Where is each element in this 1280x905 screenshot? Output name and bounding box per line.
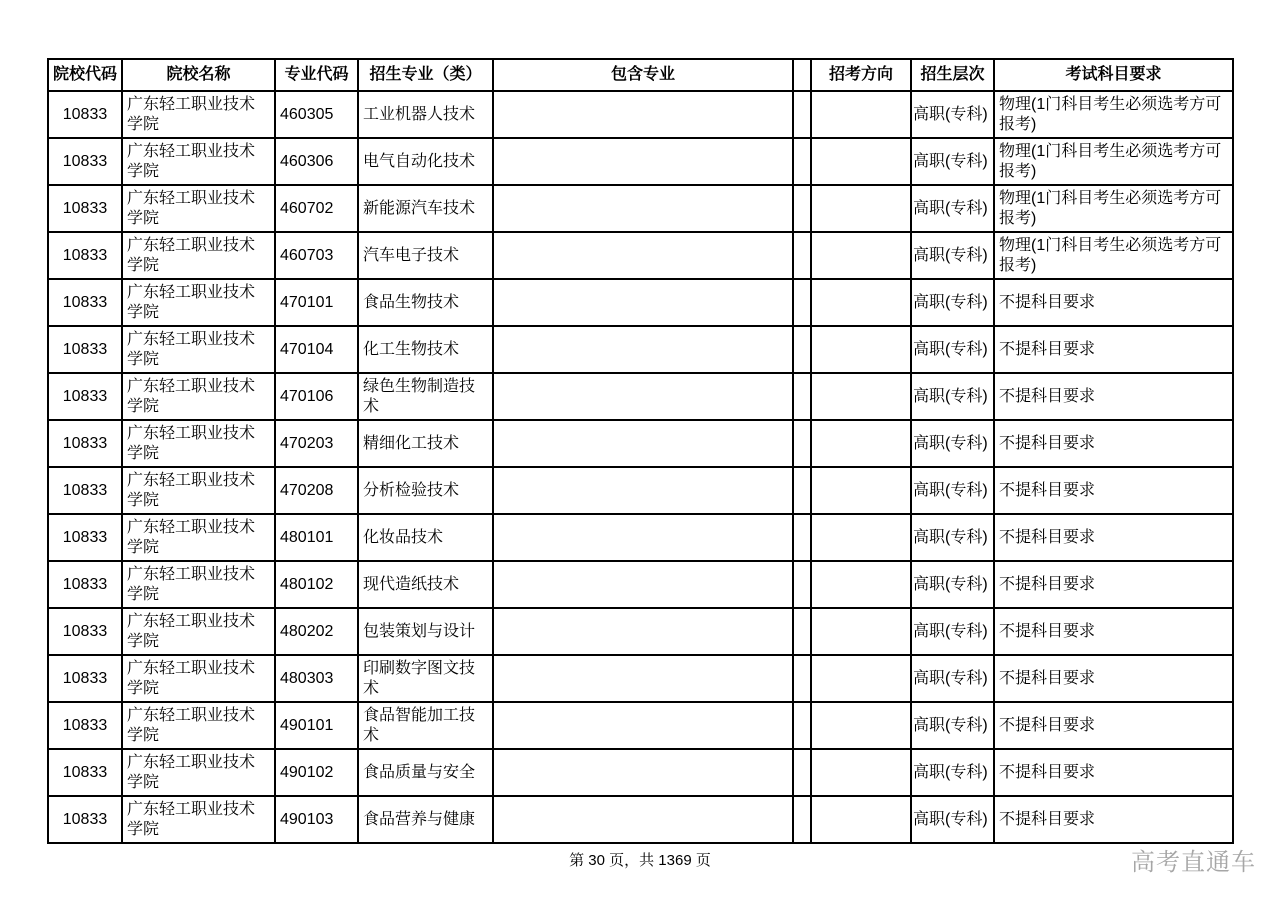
cell-college-code: 10833: [48, 655, 122, 702]
cell-major-code: 490101: [275, 702, 358, 749]
cell-exam-direction: [811, 467, 911, 514]
cell-level: 高职(专科): [911, 514, 994, 561]
cell-major-code: 470106: [275, 373, 358, 420]
cell-major-name: 化工生物技术: [358, 326, 493, 373]
header-included-majors: 包含专业: [493, 59, 793, 91]
cell-level: 高职(专科): [911, 420, 994, 467]
table-row: [48, 796, 1233, 843]
cell-level: 高职(专科): [911, 702, 994, 749]
table-row: [48, 561, 1233, 608]
page-footer: [0, 849, 1280, 870]
cell-included-majors: [493, 702, 793, 749]
cell-major-code: 470101: [275, 279, 358, 326]
cell-included-majors: [493, 608, 793, 655]
cell-exam-direction: [811, 702, 911, 749]
cell-major-name: 工业机器人技术: [358, 91, 493, 138]
cell-spacer: [793, 373, 811, 420]
cell-level: 高职(专科): [911, 373, 994, 420]
cell-spacer: [793, 749, 811, 796]
cell-spacer: [793, 279, 811, 326]
table-row: [48, 326, 1233, 373]
cell-college-name: 广东轻工职业技术学院: [122, 655, 275, 702]
cell-included-majors: [493, 749, 793, 796]
cell-college-name: 广东轻工职业技术学院: [122, 608, 275, 655]
cell-subject-requirement: 不提科目要求: [994, 514, 1233, 561]
cell-major-name: 分析检验技术: [358, 467, 493, 514]
table-row: [48, 514, 1233, 561]
cell-college-name: 广东轻工职业技术学院: [122, 749, 275, 796]
cell-level: 高职(专科): [911, 326, 994, 373]
cell-exam-direction: [811, 91, 911, 138]
cell-included-majors: [493, 91, 793, 138]
header-college-code: 院校代码: [48, 59, 122, 91]
cell-subject-requirement: 不提科目要求: [994, 608, 1233, 655]
cell-included-majors: [493, 514, 793, 561]
cell-level: 高职(专科): [911, 91, 994, 138]
cell-major-code: 480202: [275, 608, 358, 655]
cell-major-name: 食品营养与健康: [358, 796, 493, 843]
cell-major-code: 460306: [275, 138, 358, 185]
cell-exam-direction: [811, 373, 911, 420]
cell-major-code: 470203: [275, 420, 358, 467]
cell-major-name: 包装策划与设计: [358, 608, 493, 655]
cell-major-name: 精细化工技术: [358, 420, 493, 467]
table-row: [48, 420, 1233, 467]
cell-college-code: 10833: [48, 561, 122, 608]
table-row: [48, 232, 1233, 279]
header-exam-direction: 招考方向: [811, 59, 911, 91]
cell-major-name: 食品生物技术: [358, 279, 493, 326]
cell-included-majors: [493, 232, 793, 279]
cell-subject-requirement: 不提科目要求: [994, 326, 1233, 373]
cell-college-name: 广东轻工职业技术学院: [122, 702, 275, 749]
cell-spacer: [793, 514, 811, 561]
cell-subject-requirement: 不提科目要求: [994, 655, 1233, 702]
cell-college-name: 广东轻工职业技术学院: [122, 232, 275, 279]
cell-included-majors: [493, 420, 793, 467]
cell-major-code: 480102: [275, 561, 358, 608]
cell-level: 高职(专科): [911, 138, 994, 185]
table-row: [48, 373, 1233, 420]
cell-college-code: 10833: [48, 749, 122, 796]
cell-exam-direction: [811, 420, 911, 467]
table-row: [48, 655, 1233, 702]
cell-major-code: 490102: [275, 749, 358, 796]
table-row: [48, 608, 1233, 655]
cell-level: 高职(专科): [911, 232, 994, 279]
cell-subject-requirement: 物理(1门科目考生必须选考方可报考): [994, 138, 1233, 185]
table-row: [48, 702, 1233, 749]
cell-subject-requirement: 不提科目要求: [994, 749, 1233, 796]
cell-spacer: [793, 796, 811, 843]
cell-included-majors: [493, 185, 793, 232]
header-spacer: [793, 59, 811, 91]
cell-college-code: 10833: [48, 467, 122, 514]
cell-college-name: 广东轻工职业技术学院: [122, 91, 275, 138]
cell-spacer: [793, 655, 811, 702]
table-row: [48, 279, 1233, 326]
cell-college-code: 10833: [48, 138, 122, 185]
cell-college-code: 10833: [48, 185, 122, 232]
cell-subject-requirement: 物理(1门科目考生必须选考方可报考): [994, 185, 1233, 232]
cell-college-name: 广东轻工职业技术学院: [122, 279, 275, 326]
cell-included-majors: [493, 655, 793, 702]
header-subject-requirement: 考试科目要求: [994, 59, 1233, 91]
cell-spacer: [793, 702, 811, 749]
cell-spacer: [793, 608, 811, 655]
cell-spacer: [793, 561, 811, 608]
cell-exam-direction: [811, 608, 911, 655]
page-indicator: 第 30 页，共 1369 页: [569, 852, 711, 869]
cell-included-majors: [493, 279, 793, 326]
cell-exam-direction: [811, 561, 911, 608]
table-row: [48, 185, 1233, 232]
cell-college-name: 广东轻工职业技术学院: [122, 796, 275, 843]
cell-college-code: 10833: [48, 608, 122, 655]
cell-college-code: 10833: [48, 91, 122, 138]
cell-subject-requirement: 不提科目要求: [994, 561, 1233, 608]
cell-major-code: 470208: [275, 467, 358, 514]
cell-major-code: 460703: [275, 232, 358, 279]
cell-major-name: 食品质量与安全: [358, 749, 493, 796]
cell-major-name: 电气自动化技术: [358, 138, 493, 185]
cell-college-name: 广东轻工职业技术学院: [122, 561, 275, 608]
cell-level: 高职(专科): [911, 655, 994, 702]
cell-subject-requirement: 物理(1门科目考生必须选考方可报考): [994, 91, 1233, 138]
cell-subject-requirement: 不提科目要求: [994, 702, 1233, 749]
cell-exam-direction: [811, 232, 911, 279]
cell-major-code: 490103: [275, 796, 358, 843]
header-level: 招生层次: [911, 59, 994, 91]
cell-major-name: 印刷数字图文技术: [358, 655, 493, 702]
table-row: [48, 138, 1233, 185]
cell-level: 高职(专科): [911, 467, 994, 514]
cell-level: 高职(专科): [911, 279, 994, 326]
cell-subject-requirement: 不提科目要求: [994, 279, 1233, 326]
cell-college-name: 广东轻工职业技术学院: [122, 185, 275, 232]
cell-exam-direction: [811, 185, 911, 232]
cell-college-name: 广东轻工职业技术学院: [122, 467, 275, 514]
cell-subject-requirement: 物理(1门科目考生必须选考方可报考): [994, 232, 1233, 279]
cell-subject-requirement: 不提科目要求: [994, 420, 1233, 467]
cell-college-name: 广东轻工职业技术学院: [122, 514, 275, 561]
cell-spacer: [793, 420, 811, 467]
header-major-name: 招生专业（类）: [358, 59, 493, 91]
cell-major-name: 新能源汽车技术: [358, 185, 493, 232]
table-row: [48, 749, 1233, 796]
cell-subject-requirement: 不提科目要求: [994, 373, 1233, 420]
cell-college-code: 10833: [48, 232, 122, 279]
cell-college-code: 10833: [48, 796, 122, 843]
cell-spacer: [793, 326, 811, 373]
admissions-table: [47, 58, 1234, 844]
cell-subject-requirement: 不提科目要求: [994, 467, 1233, 514]
cell-exam-direction: [811, 514, 911, 561]
cell-college-name: 广东轻工职业技术学院: [122, 326, 275, 373]
watermark-gaokao-zhitongche: 高考直通车: [1131, 849, 1256, 876]
cell-exam-direction: [811, 655, 911, 702]
cell-college-code: 10833: [48, 514, 122, 561]
cell-major-code: 470104: [275, 326, 358, 373]
cell-included-majors: [493, 796, 793, 843]
cell-subject-requirement: 不提科目要求: [994, 796, 1233, 843]
cell-level: 高职(专科): [911, 796, 994, 843]
table-row: [48, 91, 1233, 138]
cell-major-code: 480303: [275, 655, 358, 702]
cell-level: 高职(专科): [911, 185, 994, 232]
cell-major-code: 460702: [275, 185, 358, 232]
cell-major-name: 绿色生物制造技术: [358, 373, 493, 420]
cell-exam-direction: [811, 279, 911, 326]
header-college-name: 院校名称: [122, 59, 275, 91]
cell-major-name: 汽车电子技术: [358, 232, 493, 279]
cell-major-code: 480101: [275, 514, 358, 561]
cell-college-code: 10833: [48, 702, 122, 749]
cell-spacer: [793, 232, 811, 279]
cell-spacer: [793, 467, 811, 514]
cell-included-majors: [493, 467, 793, 514]
cell-college-name: 广东轻工职业技术学院: [122, 138, 275, 185]
cell-included-majors: [493, 326, 793, 373]
cell-level: 高职(专科): [911, 561, 994, 608]
table-row: [48, 467, 1233, 514]
cell-major-name: 现代造纸技术: [358, 561, 493, 608]
cell-included-majors: [493, 561, 793, 608]
cell-spacer: [793, 138, 811, 185]
cell-included-majors: [493, 373, 793, 420]
header-major-code: 专业代码: [275, 59, 358, 91]
cell-spacer: [793, 91, 811, 138]
table-header-row: [48, 59, 1233, 91]
cell-college-name: 广东轻工职业技术学院: [122, 373, 275, 420]
cell-level: 高职(专科): [911, 749, 994, 796]
cell-major-name: 化妆品技术: [358, 514, 493, 561]
cell-major-name: 食品智能加工技术: [358, 702, 493, 749]
cell-exam-direction: [811, 749, 911, 796]
cell-college-code: 10833: [48, 373, 122, 420]
cell-college-code: 10833: [48, 326, 122, 373]
cell-level: 高职(专科): [911, 608, 994, 655]
cell-college-code: 10833: [48, 420, 122, 467]
cell-exam-direction: [811, 796, 911, 843]
cell-college-code: 10833: [48, 279, 122, 326]
cell-exam-direction: [811, 138, 911, 185]
cell-included-majors: [493, 138, 793, 185]
cell-major-code: 460305: [275, 91, 358, 138]
cell-exam-direction: [811, 326, 911, 373]
cell-spacer: [793, 185, 811, 232]
cell-college-name: 广东轻工职业技术学院: [122, 420, 275, 467]
